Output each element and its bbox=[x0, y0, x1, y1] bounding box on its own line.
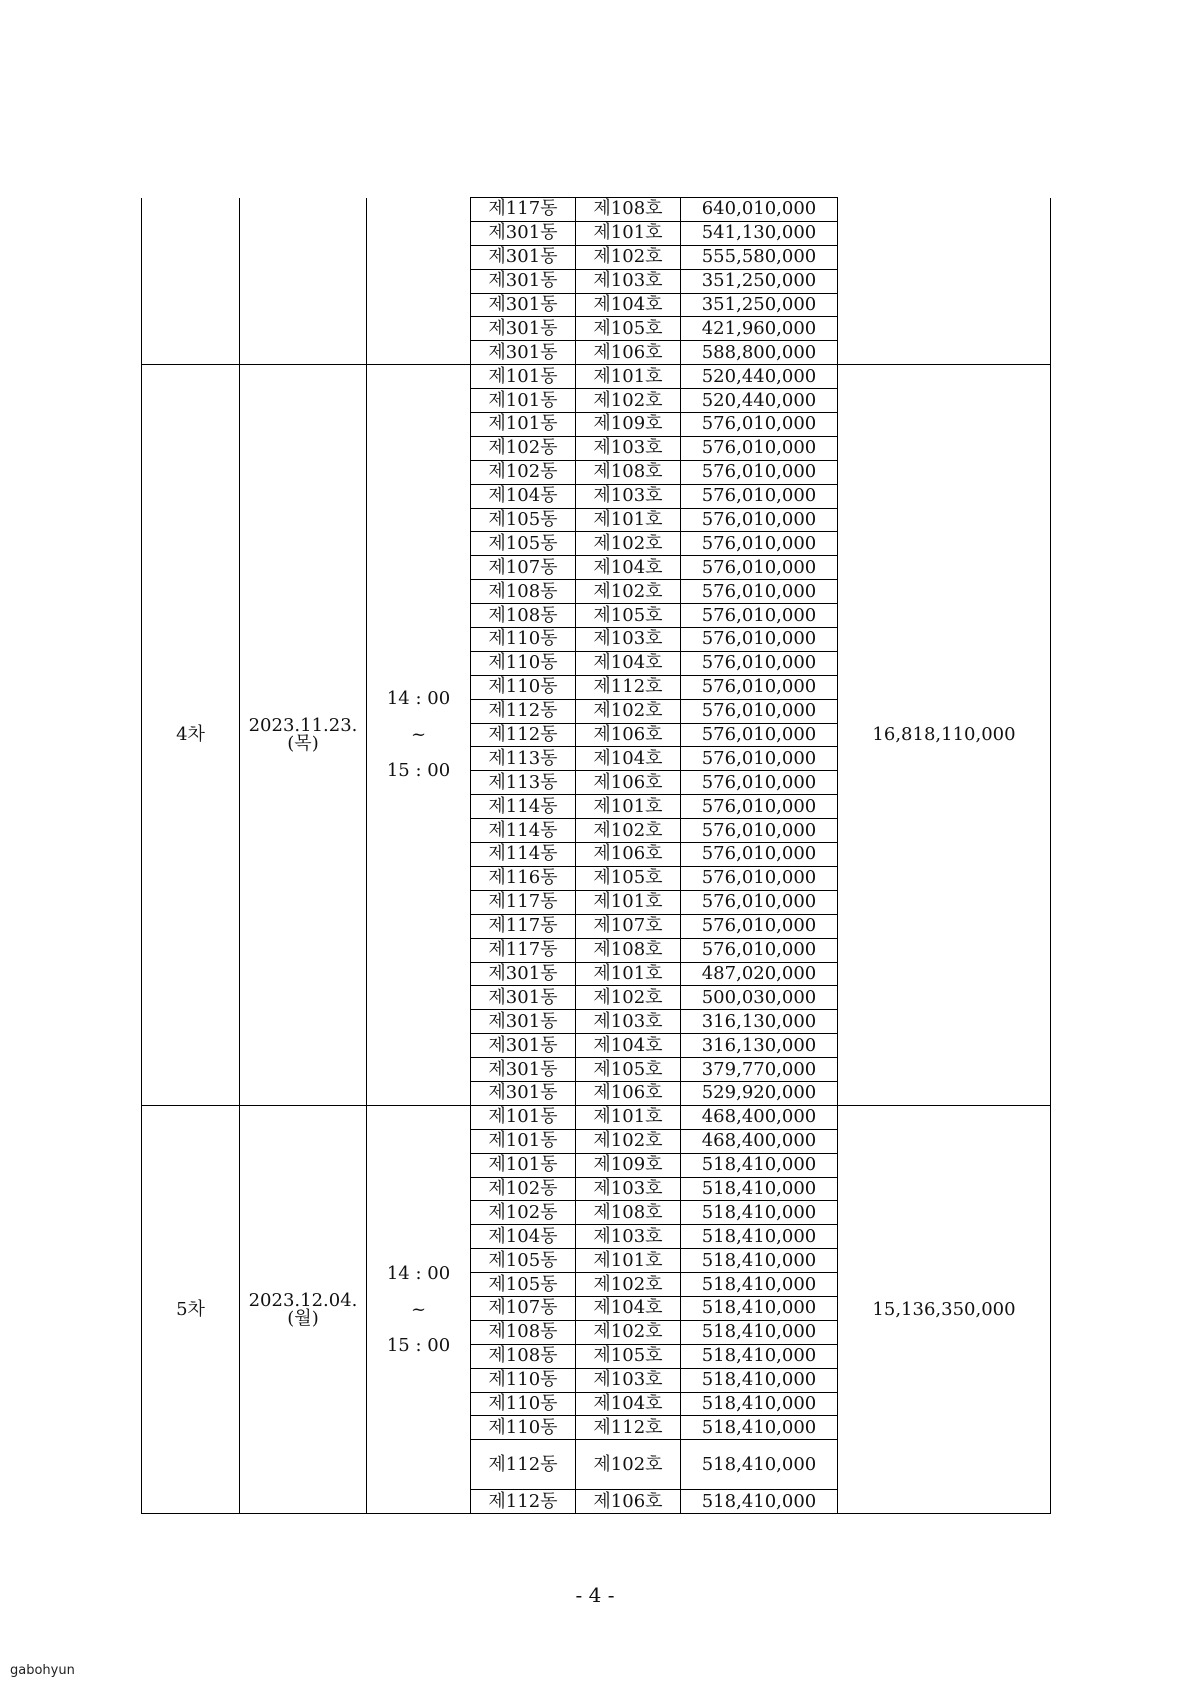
table-row bbox=[142, 1105, 1051, 1129]
date-cell bbox=[240, 198, 367, 365]
price-cell: 576,010,000 bbox=[681, 651, 838, 675]
page-number: - 4 - bbox=[575, 1583, 615, 1607]
building-cell: 제108동 bbox=[471, 580, 576, 604]
price-cell: 421,960,000 bbox=[681, 317, 838, 341]
total-cell bbox=[838, 198, 1051, 365]
building-cell: 제110동 bbox=[471, 1368, 576, 1392]
unit-cell: 제103호 bbox=[576, 1010, 681, 1034]
building-cell: 제301동 bbox=[471, 221, 576, 245]
building-cell: 제112동 bbox=[471, 699, 576, 723]
price-cell: 529,920,000 bbox=[681, 1081, 838, 1105]
price-cell: 576,010,000 bbox=[681, 580, 838, 604]
unit-cell: 제102호 bbox=[576, 245, 681, 269]
price-cell: 576,010,000 bbox=[681, 460, 838, 484]
price-cell: 640,010,000 bbox=[681, 198, 838, 222]
total-amount: 16,818,110,000 bbox=[872, 724, 1016, 746]
building-cell: 제117동 bbox=[471, 198, 576, 222]
price-cell: 576,010,000 bbox=[681, 508, 838, 532]
unit-cell: 제102호 bbox=[576, 986, 681, 1010]
round-label: 5차 bbox=[176, 1298, 205, 1320]
unit-cell: 제101호 bbox=[576, 1249, 681, 1273]
time-cell bbox=[367, 198, 471, 365]
building-cell: 제301동 bbox=[471, 1010, 576, 1034]
price-cell: 468,400,000 bbox=[681, 1105, 838, 1129]
building-cell: 제112동 bbox=[471, 723, 576, 747]
price-cell: 576,010,000 bbox=[681, 484, 838, 508]
unit-cell: 제105호 bbox=[576, 604, 681, 628]
price-cell: 520,440,000 bbox=[681, 365, 838, 389]
unit-cell: 제103호 bbox=[576, 1177, 681, 1201]
building-cell: 제114동 bbox=[471, 843, 576, 867]
unit-cell: 제106호 bbox=[576, 723, 681, 747]
building-cell: 제102동 bbox=[471, 460, 576, 484]
unit-cell: 제109호 bbox=[576, 1153, 681, 1177]
unit-cell: 제104호 bbox=[576, 747, 681, 771]
unit-cell: 제112호 bbox=[576, 675, 681, 699]
building-cell: 제102동 bbox=[471, 1177, 576, 1201]
price-cell: 576,010,000 bbox=[681, 795, 838, 819]
building-cell: 제116동 bbox=[471, 866, 576, 890]
unit-cell: 제108호 bbox=[576, 1201, 681, 1225]
date-text: 2023.12.04. bbox=[248, 1289, 358, 1311]
building-cell: 제117동 bbox=[471, 890, 576, 914]
unit-cell: 제103호 bbox=[576, 628, 681, 652]
round-label: 4차 bbox=[176, 724, 205, 746]
price-cell: 518,410,000 bbox=[681, 1177, 838, 1201]
building-cell: 제114동 bbox=[471, 795, 576, 819]
table-body bbox=[142, 198, 1051, 1514]
price-cell: 518,410,000 bbox=[681, 1225, 838, 1249]
unit-cell: 제107호 bbox=[576, 914, 681, 938]
unit-cell: 제101호 bbox=[576, 795, 681, 819]
price-cell: 518,410,000 bbox=[681, 1153, 838, 1177]
unit-cell: 제101호 bbox=[576, 221, 681, 245]
time-separator: ~ bbox=[410, 724, 427, 746]
unit-cell: 제101호 bbox=[576, 365, 681, 389]
building-cell: 제110동 bbox=[471, 628, 576, 652]
building-cell: 제105동 bbox=[471, 532, 576, 556]
building-cell: 제117동 bbox=[471, 914, 576, 938]
unit-cell: 제101호 bbox=[576, 1105, 681, 1129]
time-separator: ~ bbox=[410, 1298, 427, 1320]
building-cell: 제104동 bbox=[471, 1225, 576, 1249]
unit-cell: 제103호 bbox=[576, 484, 681, 508]
building-cell: 제110동 bbox=[471, 675, 576, 699]
unit-cell: 제102호 bbox=[576, 580, 681, 604]
building-cell: 제112동 bbox=[471, 1490, 576, 1514]
unit-cell: 제102호 bbox=[576, 1129, 681, 1153]
unit-cell: 제106호 bbox=[576, 1081, 681, 1105]
building-cell: 제108동 bbox=[471, 604, 576, 628]
building-cell: 제301동 bbox=[471, 986, 576, 1010]
building-cell: 제101동 bbox=[471, 365, 576, 389]
unit-cell: 제108호 bbox=[576, 198, 681, 222]
building-cell: 제112동 bbox=[471, 1440, 576, 1490]
price-cell: 576,010,000 bbox=[681, 675, 838, 699]
unit-cell: 제105호 bbox=[576, 1058, 681, 1082]
unit-cell: 제103호 bbox=[576, 436, 681, 460]
building-cell: 제105동 bbox=[471, 1273, 576, 1297]
price-cell: 316,130,000 bbox=[681, 1010, 838, 1034]
price-cell: 518,410,000 bbox=[681, 1440, 838, 1490]
time-end: 15 : 00 bbox=[386, 1334, 451, 1356]
building-cell: 제301동 bbox=[471, 269, 576, 293]
building-cell: 제301동 bbox=[471, 1034, 576, 1058]
unit-cell: 제108호 bbox=[576, 938, 681, 962]
price-cell: 576,010,000 bbox=[681, 699, 838, 723]
building-cell: 제113동 bbox=[471, 747, 576, 771]
unit-cell: 제102호 bbox=[576, 532, 681, 556]
building-cell: 제102동 bbox=[471, 436, 576, 460]
price-cell: 576,010,000 bbox=[681, 723, 838, 747]
price-cell: 576,010,000 bbox=[681, 436, 838, 460]
unit-cell: 제108호 bbox=[576, 460, 681, 484]
unit-cell: 제105호 bbox=[576, 1344, 681, 1368]
time-end: 15 : 00 bbox=[386, 760, 451, 782]
building-cell: 제101동 bbox=[471, 1129, 576, 1153]
price-cell: 518,410,000 bbox=[681, 1490, 838, 1514]
building-cell: 제301동 bbox=[471, 1081, 576, 1105]
price-cell: 576,010,000 bbox=[681, 890, 838, 914]
unit-cell: 제102호 bbox=[576, 1320, 681, 1344]
total-cell bbox=[838, 365, 1051, 1106]
unit-cell: 제104호 bbox=[576, 1392, 681, 1416]
building-cell: 제101동 bbox=[471, 1153, 576, 1177]
unit-cell: 제102호 bbox=[576, 1273, 681, 1297]
price-cell: 576,010,000 bbox=[681, 413, 838, 437]
total-cell bbox=[838, 1105, 1051, 1513]
building-cell: 제107동 bbox=[471, 556, 576, 580]
price-cell: 576,010,000 bbox=[681, 866, 838, 890]
unit-cell: 제103호 bbox=[576, 269, 681, 293]
unit-cell: 제101호 bbox=[576, 508, 681, 532]
price-cell: 351,250,000 bbox=[681, 293, 838, 317]
unit-cell: 제102호 bbox=[576, 389, 681, 413]
unit-cell: 제106호 bbox=[576, 843, 681, 867]
price-cell: 576,010,000 bbox=[681, 914, 838, 938]
unit-cell: 제104호 bbox=[576, 293, 681, 317]
price-cell: 576,010,000 bbox=[681, 532, 838, 556]
unit-cell: 제104호 bbox=[576, 1034, 681, 1058]
price-cell: 518,410,000 bbox=[681, 1273, 838, 1297]
date-text: 2023.11.23. bbox=[248, 715, 358, 737]
price-cell: 576,010,000 bbox=[681, 604, 838, 628]
price-cell: 576,010,000 bbox=[681, 938, 838, 962]
price-cell: 379,770,000 bbox=[681, 1058, 838, 1082]
building-cell: 제110동 bbox=[471, 1392, 576, 1416]
unit-cell: 제104호 bbox=[576, 651, 681, 675]
unit-cell: 제109호 bbox=[576, 413, 681, 437]
building-cell: 제107동 bbox=[471, 1296, 576, 1320]
price-cell: 518,410,000 bbox=[681, 1249, 838, 1273]
price-cell: 588,800,000 bbox=[681, 341, 838, 365]
weekday-text: (월) bbox=[287, 1307, 319, 1329]
round-cell bbox=[142, 365, 240, 1106]
unit-cell: 제103호 bbox=[576, 1225, 681, 1249]
unit-cell: 제106호 bbox=[576, 341, 681, 365]
building-cell: 제104동 bbox=[471, 484, 576, 508]
unit-cell: 제104호 bbox=[576, 556, 681, 580]
time-start: 14 : 00 bbox=[386, 1262, 451, 1284]
price-cell: 500,030,000 bbox=[681, 986, 838, 1010]
building-cell: 제102동 bbox=[471, 1201, 576, 1225]
price-cell: 518,410,000 bbox=[681, 1392, 838, 1416]
unit-cell: 제103호 bbox=[576, 1368, 681, 1392]
building-cell: 제108동 bbox=[471, 1320, 576, 1344]
price-cell: 351,250,000 bbox=[681, 269, 838, 293]
round-cell bbox=[142, 1105, 240, 1513]
total-amount: 15,136,350,000 bbox=[872, 1298, 1016, 1320]
building-cell: 제301동 bbox=[471, 293, 576, 317]
building-cell: 제301동 bbox=[471, 962, 576, 986]
building-cell: 제105동 bbox=[471, 508, 576, 532]
price-cell: 487,020,000 bbox=[681, 962, 838, 986]
unit-cell: 제101호 bbox=[576, 890, 681, 914]
building-cell: 제113동 bbox=[471, 771, 576, 795]
unit-cell: 제104호 bbox=[576, 1296, 681, 1320]
price-cell: 576,010,000 bbox=[681, 747, 838, 771]
building-cell: 제101동 bbox=[471, 413, 576, 437]
price-cell: 520,440,000 bbox=[681, 389, 838, 413]
time-cell bbox=[367, 1105, 471, 1513]
building-cell: 제101동 bbox=[471, 1105, 576, 1129]
weekday-text: (목) bbox=[287, 733, 319, 755]
building-cell: 제114동 bbox=[471, 819, 576, 843]
unit-cell: 제102호 bbox=[576, 819, 681, 843]
unit-cell: 제106호 bbox=[576, 1490, 681, 1514]
unit-cell: 제102호 bbox=[576, 1440, 681, 1490]
price-cell: 468,400,000 bbox=[681, 1129, 838, 1153]
price-cell: 518,410,000 bbox=[681, 1344, 838, 1368]
price-cell: 541,130,000 bbox=[681, 221, 838, 245]
table-row bbox=[142, 365, 1051, 389]
building-cell: 제301동 bbox=[471, 1058, 576, 1082]
price-cell: 518,410,000 bbox=[681, 1368, 838, 1392]
footer-watermark-text: gabohyun bbox=[10, 1663, 75, 1678]
building-cell: 제117동 bbox=[471, 938, 576, 962]
price-cell: 576,010,000 bbox=[681, 819, 838, 843]
unit-cell: 제102호 bbox=[576, 699, 681, 723]
building-cell: 제108동 bbox=[471, 1344, 576, 1368]
building-cell: 제301동 bbox=[471, 317, 576, 341]
price-cell: 518,410,000 bbox=[681, 1296, 838, 1320]
date-cell bbox=[240, 1105, 367, 1513]
unit-cell: 제105호 bbox=[576, 317, 681, 341]
price-cell: 518,410,000 bbox=[681, 1201, 838, 1225]
unit-cell: 제106호 bbox=[576, 771, 681, 795]
time-cell bbox=[367, 365, 471, 1106]
date-cell bbox=[240, 365, 367, 1106]
price-cell: 518,410,000 bbox=[681, 1320, 838, 1344]
price-cell: 576,010,000 bbox=[681, 556, 838, 580]
unit-cell: 제101호 bbox=[576, 962, 681, 986]
building-cell: 제110동 bbox=[471, 1416, 576, 1440]
building-cell: 제110동 bbox=[471, 651, 576, 675]
price-cell: 576,010,000 bbox=[681, 771, 838, 795]
building-cell: 제105동 bbox=[471, 1249, 576, 1273]
price-cell: 576,010,000 bbox=[681, 843, 838, 867]
price-cell: 576,010,000 bbox=[681, 628, 838, 652]
round-cell bbox=[142, 198, 240, 365]
price-cell: 518,410,000 bbox=[681, 1416, 838, 1440]
auction-schedule-table bbox=[141, 197, 1051, 1514]
unit-cell: 제105호 bbox=[576, 866, 681, 890]
building-cell: 제301동 bbox=[471, 341, 576, 365]
price-cell: 555,580,000 bbox=[681, 245, 838, 269]
unit-cell: 제112호 bbox=[576, 1416, 681, 1440]
building-cell: 제301동 bbox=[471, 245, 576, 269]
building-cell: 제101동 bbox=[471, 389, 576, 413]
table-row bbox=[142, 198, 1051, 222]
time-start: 14 : 00 bbox=[386, 688, 451, 710]
price-cell: 316,130,000 bbox=[681, 1034, 838, 1058]
